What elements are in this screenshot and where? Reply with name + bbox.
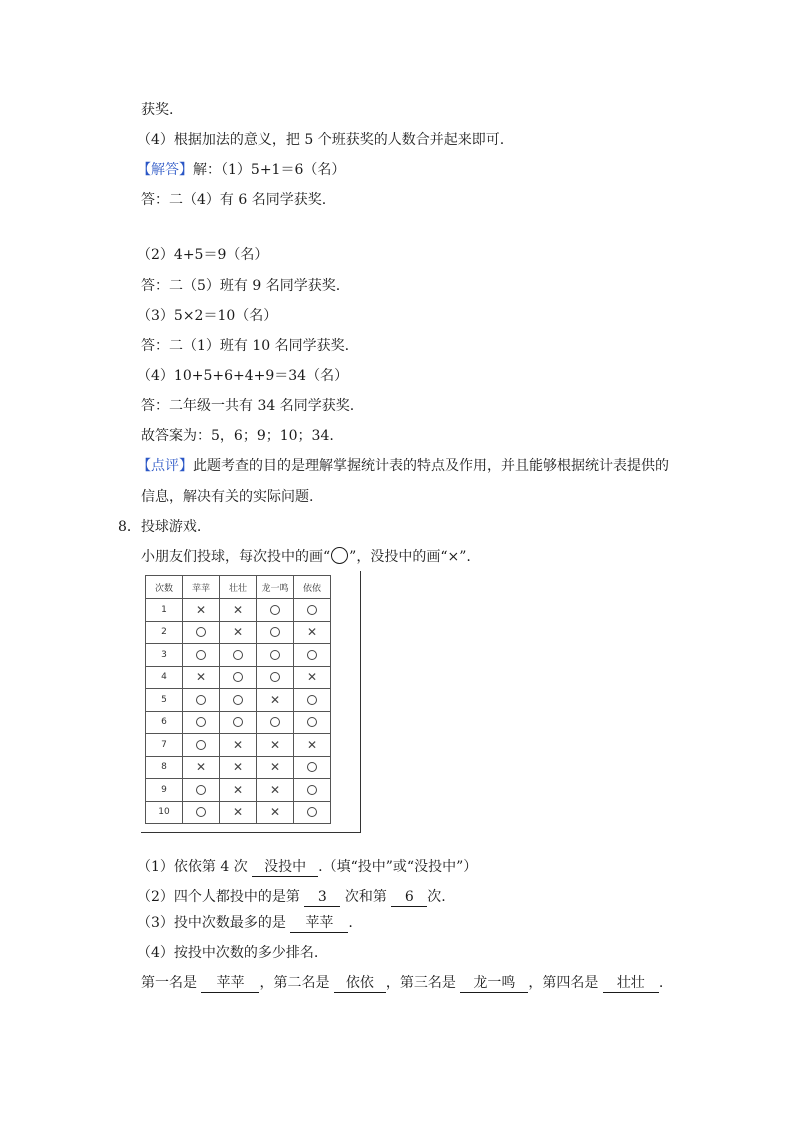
sub-question-3: [137, 913, 353, 933]
attempt-number: 1: [146, 599, 183, 622]
circle-icon: [196, 807, 206, 817]
table-row: [146, 689, 331, 712]
cross-icon: ✕: [232, 737, 244, 752]
miss-mark: [257, 689, 294, 712]
question-8-intro: [141, 547, 471, 567]
sub1-hint: .（填“投中”或“没投中”）: [318, 859, 478, 875]
circle-icon: [307, 605, 317, 615]
circle-icon: [196, 695, 206, 705]
circle-icon: [307, 807, 317, 817]
rank-4-label: ，第四名是: [528, 975, 599, 991]
table-row: [146, 621, 331, 644]
miss-mark: [257, 801, 294, 824]
miss-mark: [183, 599, 220, 622]
circle-icon: [196, 785, 206, 795]
cross-icon: ✕: [232, 760, 244, 775]
calc-3: （3）5×2＝10（名）: [137, 308, 278, 324]
circle-icon: [196, 740, 206, 750]
circle-icon: [307, 762, 317, 772]
hit-mark: [183, 801, 220, 824]
header-longyiming: 龙一鸣: [257, 576, 294, 599]
answer-4: 答：二年级一共有 34 名同学获奖.: [141, 398, 355, 414]
hit-mark: [257, 666, 294, 689]
answer-1: 答：二（4）有 6 名同学获奖.: [141, 192, 327, 208]
solution-line: [137, 160, 345, 180]
hit-mark: [257, 599, 294, 622]
table-row: [146, 599, 331, 622]
cross-icon: ✕: [269, 782, 281, 797]
header-zhuangzhuang: 壮壮: [220, 576, 257, 599]
attempt-number: 2: [146, 621, 183, 644]
sub2-answer-1: 3: [304, 888, 340, 907]
hit-mark: [183, 734, 220, 757]
attempt-number: 9: [146, 779, 183, 802]
comment-line: [137, 456, 669, 476]
answer-2: 答：二（5）班有 9 名同学获奖.: [141, 278, 341, 294]
miss-mark: [183, 756, 220, 779]
cross-icon: ✕: [269, 692, 281, 707]
circle-icon: [270, 650, 280, 660]
circle-icon: [233, 650, 243, 660]
analysis-step-4: （4）根据加法的意义，把 5 个班获奖的人数合并起来即可.: [137, 132, 505, 148]
table-row: [146, 734, 331, 757]
circle-icon: [307, 717, 317, 727]
attempt-number: 8: [146, 756, 183, 779]
circle-icon: [233, 695, 243, 705]
hit-mark: [183, 779, 220, 802]
table-row: [146, 711, 331, 734]
hit-mark: [294, 779, 331, 802]
miss-mark: [294, 621, 331, 644]
hit-mark: [294, 801, 331, 824]
text-line: 获奖.: [141, 102, 174, 118]
hit-mark: [294, 644, 331, 667]
sub2-mid: 次和第: [344, 889, 387, 905]
rank-1-answer: 苹苹: [201, 974, 259, 993]
question-8-title: 8．投球游戏.: [118, 519, 202, 535]
cross-icon: ✕: [232, 625, 244, 640]
rank-3-label: ，第三名是: [385, 975, 456, 991]
table-row: [146, 779, 331, 802]
sub3-end: .: [348, 915, 353, 931]
sub-question-1: [137, 857, 477, 877]
miss-mark: [220, 756, 257, 779]
circle-icon: [270, 672, 280, 682]
hit-mark: [294, 756, 331, 779]
hit-mark: [183, 644, 220, 667]
circle-icon: [270, 605, 280, 615]
hit-mark: [183, 711, 220, 734]
solution-tag: 【解答】: [137, 162, 193, 178]
miss-mark: [257, 756, 294, 779]
circle-icon: [307, 785, 317, 795]
circle-icon: [270, 627, 280, 637]
attempt-number: 10: [146, 801, 183, 824]
table-row: [146, 666, 331, 689]
circle-icon: [331, 547, 348, 564]
cross-icon: ✕: [195, 602, 207, 617]
hit-mark: [220, 711, 257, 734]
cross-icon: ✕: [232, 805, 244, 820]
header-count: 次数: [146, 576, 183, 599]
attempt-number: 5: [146, 689, 183, 712]
sub2-answer-2: 6: [391, 888, 427, 907]
sub3-answer: 苹苹: [290, 914, 348, 933]
hit-mark: [220, 644, 257, 667]
solution-head: 解：（1）5+1＝6（名）: [193, 162, 346, 178]
attempt-number: 7: [146, 734, 183, 757]
miss-mark: [294, 734, 331, 757]
final-answer: 故答案为：5，6；9；10；34.: [141, 428, 334, 444]
shot-record-table: [145, 575, 331, 824]
cross-icon: ✕: [269, 760, 281, 775]
rank-end: .: [658, 975, 664, 991]
miss-mark: [220, 779, 257, 802]
circle-icon: [196, 717, 206, 727]
table-body: [146, 599, 331, 824]
calc-2: （2）4+5＝9（名）: [137, 247, 269, 263]
cross-icon: ✕: [232, 602, 244, 617]
cross-icon: ✕: [306, 737, 318, 752]
comment-text: 此题考查的目的是理解掌握统计表的特点及作用，并且能够根据统计表提供的: [193, 458, 669, 474]
rank-1-label: 第一名是: [141, 975, 197, 991]
cross-icon: ✕: [232, 782, 244, 797]
answer-3: 答：二（1）班有 10 名同学获奖.: [141, 338, 350, 354]
ranking-line: [141, 973, 663, 993]
hit-mark: [183, 621, 220, 644]
sub-question-4: （4）按投中次数的多少排名.: [137, 945, 319, 961]
circle-icon: [196, 627, 206, 637]
header-yiyi: 依依: [294, 576, 331, 599]
sub2-end: 次.: [427, 889, 446, 905]
miss-mark: [220, 734, 257, 757]
intro-part-a: 小朋友们投球，每次投中的画“: [141, 549, 331, 565]
attempt-number: 4: [146, 666, 183, 689]
table-row: [146, 801, 331, 824]
hit-mark: [220, 666, 257, 689]
miss-mark: [257, 779, 294, 802]
attempt-number: 6: [146, 711, 183, 734]
circle-icon: [233, 717, 243, 727]
rank-2-label: ，第二名是: [259, 975, 330, 991]
circle-icon: [270, 717, 280, 727]
cross-icon: ✕: [195, 670, 207, 685]
circle-icon: [307, 695, 317, 705]
shot-record-table-image: [141, 571, 361, 833]
table-row: [146, 644, 331, 667]
sub-question-2: [137, 887, 446, 907]
cross-icon: ✕: [269, 737, 281, 752]
attempt-number: 3: [146, 644, 183, 667]
miss-mark: [220, 801, 257, 824]
circle-icon: [307, 650, 317, 660]
hit-mark: [183, 689, 220, 712]
cross-icon: ✕: [195, 760, 207, 775]
circle-icon: [196, 650, 206, 660]
intro-part-b: ”，没投中的画“×”.: [349, 549, 471, 565]
circle-icon: [233, 672, 243, 682]
hit-mark: [220, 689, 257, 712]
hit-mark: [257, 621, 294, 644]
comment-text-2: 信息，解决有关的实际问题.: [141, 489, 314, 505]
miss-mark: [257, 734, 294, 757]
rank-2-answer: 依依: [334, 974, 386, 993]
rank-3-answer: 龙一鸣: [460, 974, 528, 993]
hit-mark: [257, 644, 294, 667]
rank-4-answer: 壮壮: [603, 974, 659, 993]
sub1-answer: 没投中: [252, 858, 318, 877]
miss-mark: [294, 666, 331, 689]
miss-mark: [220, 599, 257, 622]
comment-tag: 【点评】: [137, 458, 193, 474]
table-header-row: [146, 576, 331, 599]
header-pingping: 苹苹: [183, 576, 220, 599]
hit-mark: [294, 599, 331, 622]
sub3-text: （3）投中次数最多的是: [137, 915, 286, 931]
table-row: [146, 756, 331, 779]
cross-icon: ✕: [269, 805, 281, 820]
hit-mark: [294, 711, 331, 734]
sub2-text: （2）四个人都投中的是第: [137, 889, 300, 905]
sub1-text: （1）依依第 4 次: [137, 859, 248, 875]
calc-4: （4）10+5+6+4+9＝34（名）: [137, 368, 349, 384]
hit-mark: [257, 711, 294, 734]
miss-mark: [183, 666, 220, 689]
cross-icon: ✕: [306, 625, 318, 640]
cross-icon: ✕: [306, 670, 318, 685]
miss-mark: [220, 621, 257, 644]
hit-mark: [294, 689, 331, 712]
